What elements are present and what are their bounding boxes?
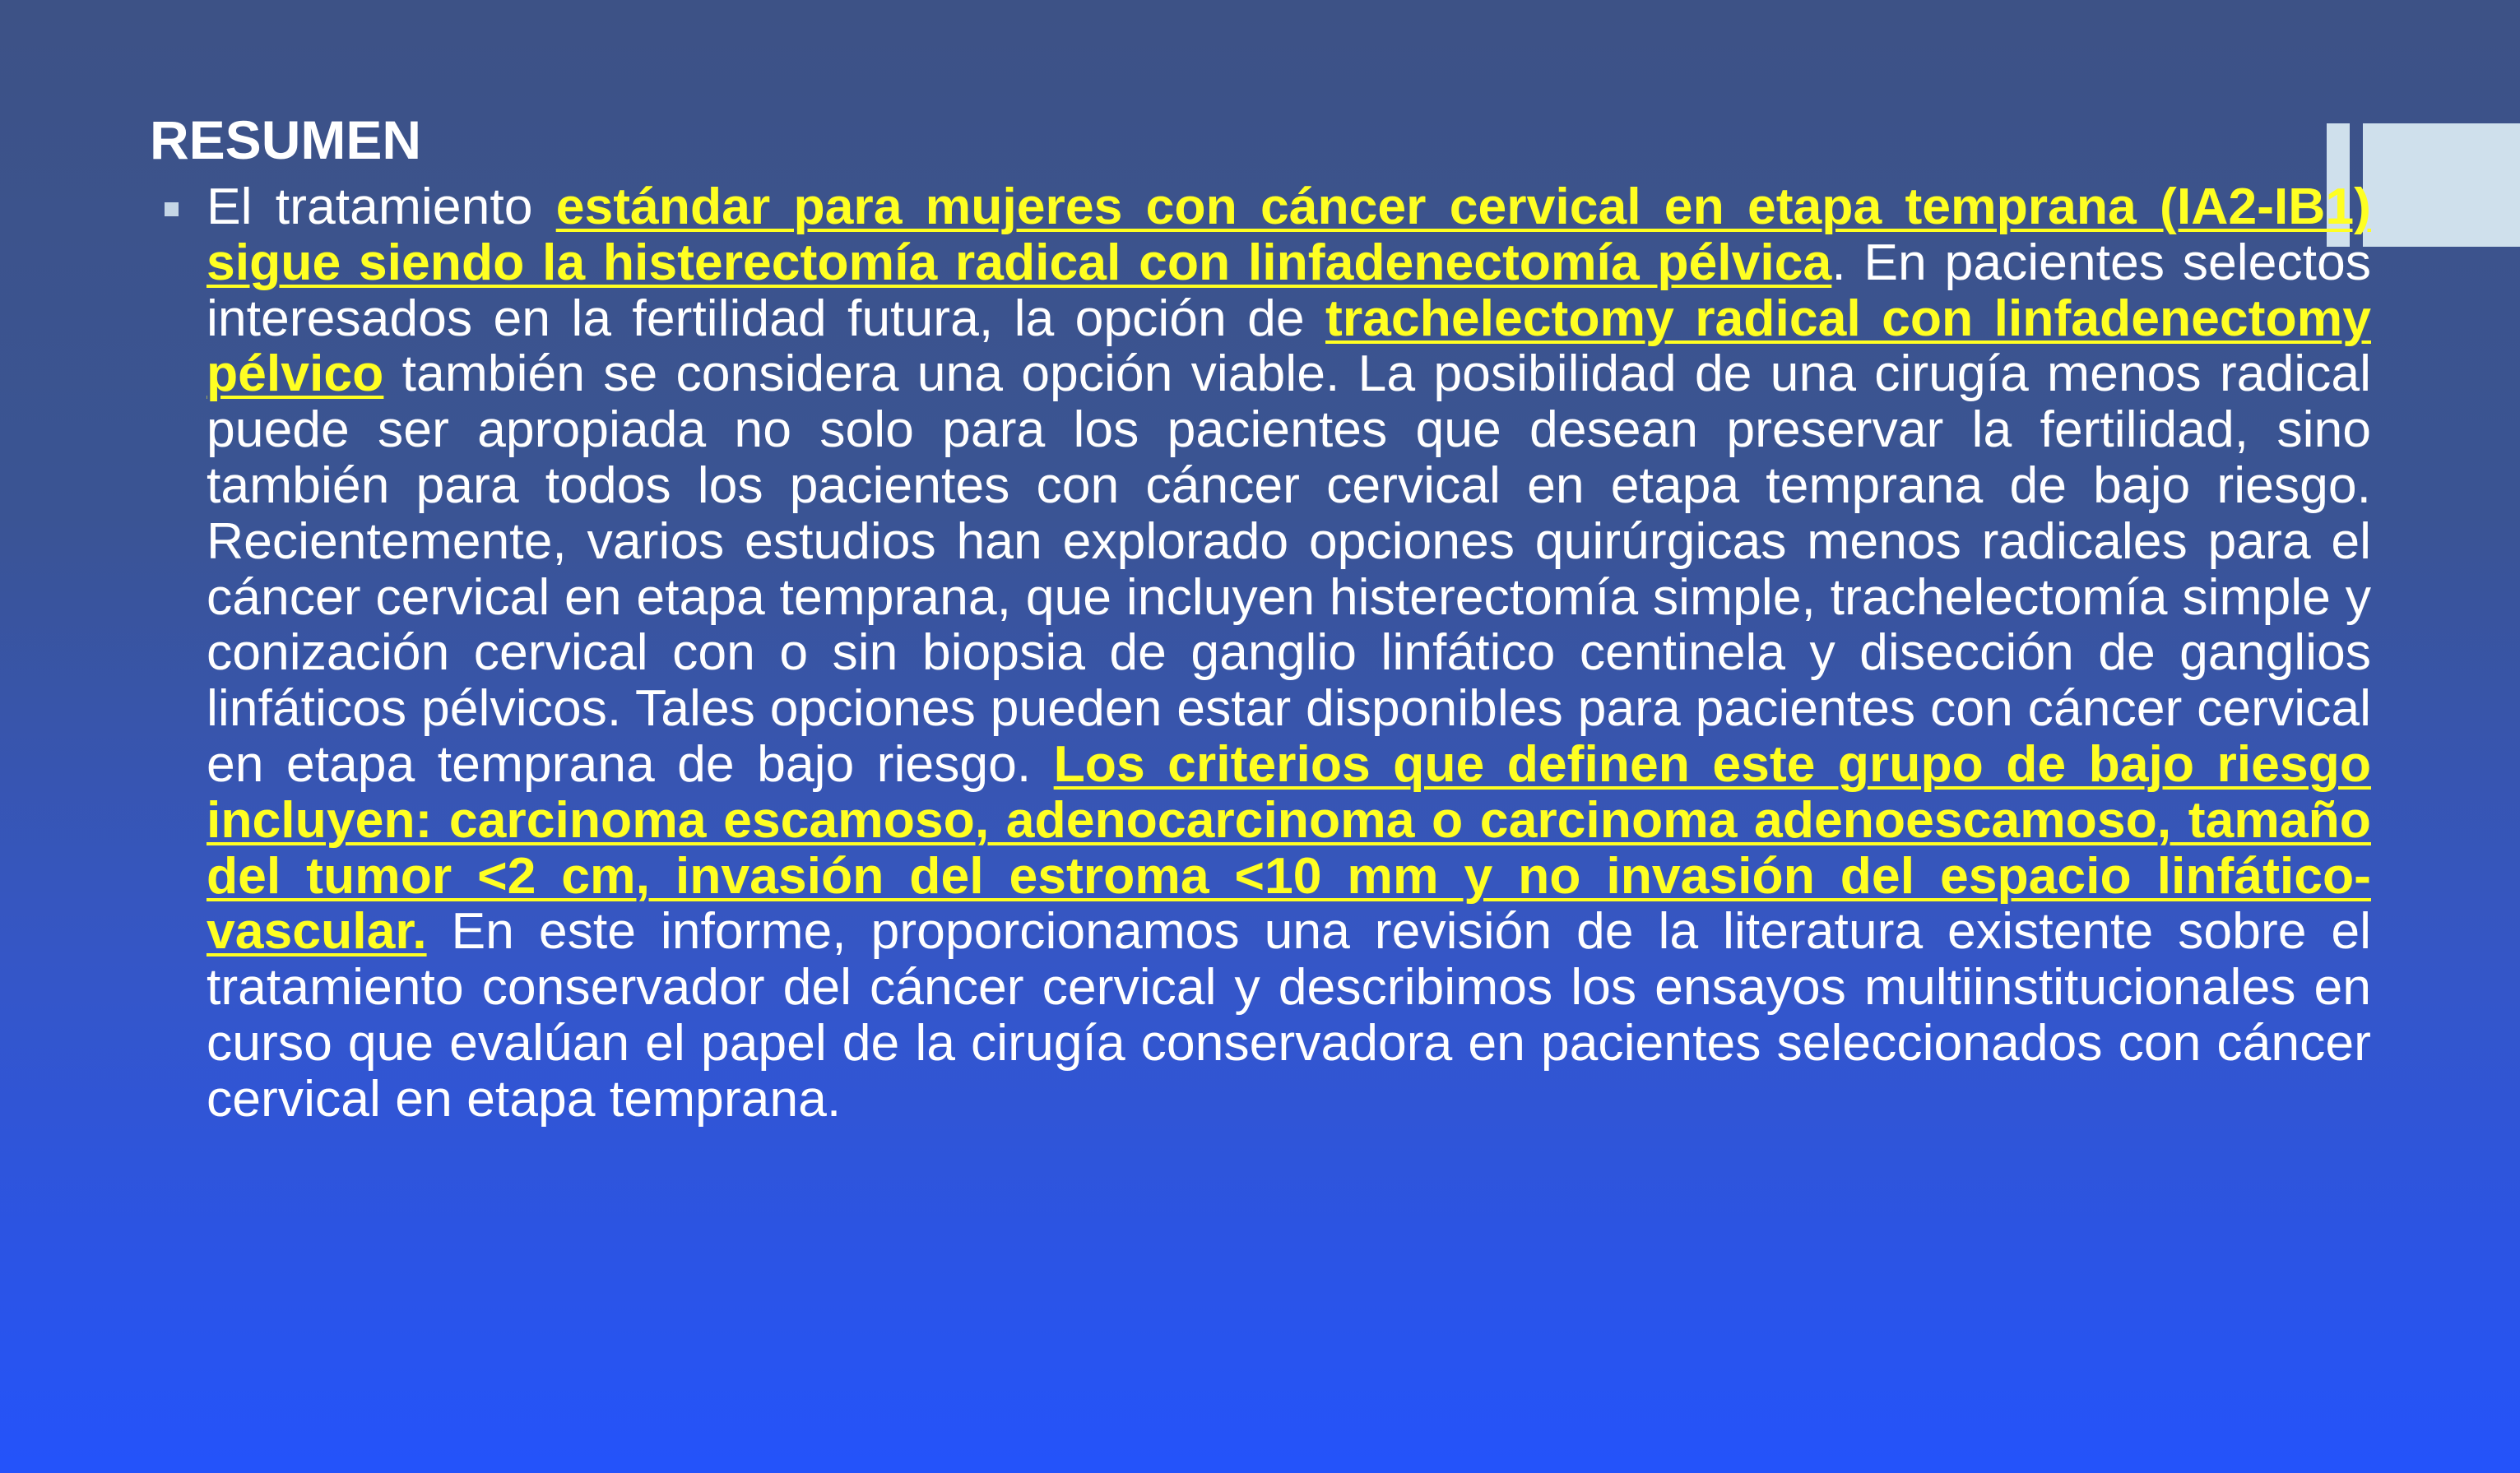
slide-title: RESUMEN	[150, 109, 422, 170]
highlight-radical-trachelectomy: trachelectomy radical con linfadenectomy pélvico	[207, 289, 2372, 403]
summary-text-body: también se considera una opción viable. La posibilidad de una cirugía menos radical puede ser apropiada no solo para los pacientes que desean preservar la fertilidad, sino también para todos los pacientes con cáncer cervical en etapa temprana de bajo riesgo. Recientemente, varios estudios han explorado opciones quirúrgicas menos radicales para el cáncer cervical en etapa temprana, que incluyen histerectomía simple, trachelectomía simple y conización cervical con o sin biopsia de ganglio linfático centinela y disección de ganglios linfáticos pélvicos. Tales opciones pueden estar disponibles para pacientes con cáncer cervical en etapa temprana de bajo riesgo.	[207, 345, 2371, 793]
square-bullet-icon	[165, 202, 179, 216]
summary-paragraph	[207, 179, 2371, 1128]
summary-bullet	[148, 179, 2371, 1128]
summary-text-fertility: . En pacientes selectos interesados en la fertilidad futura, la opción de	[207, 233, 2371, 347]
summary-text-conclusion: En este informe, proporcionamos una revisión de la literatura existente sobre el tratamiento conservador del cáncer cervical y describimos los ensayos multiinstitucionales en curso que evalúan el papel de la cirugía conservadora en pacientes seleccionados con cáncer cervical en etapa temprana.	[207, 902, 2371, 1128]
highlight-standard-treatment: estándar para mujeres con cáncer cervical en etapa temprana (IA2-IB1) sigue siendo la histerectomía radical con linfadenectomía pélvica	[207, 178, 2371, 291]
summary-text-intro: El tratamiento	[207, 178, 556, 235]
highlight-low-risk-criteria: Los criterios que definen este grupo de bajo riesgo incluyen: carcinoma escamoso, adenocarcinoma o carcinoma adenoescamoso, tamaño del tumor <2 cm, invasión del estroma <10 mm y no invasión del espacio linfático-vascular.	[207, 734, 2372, 961]
accent-bar-wide	[2363, 123, 2520, 247]
